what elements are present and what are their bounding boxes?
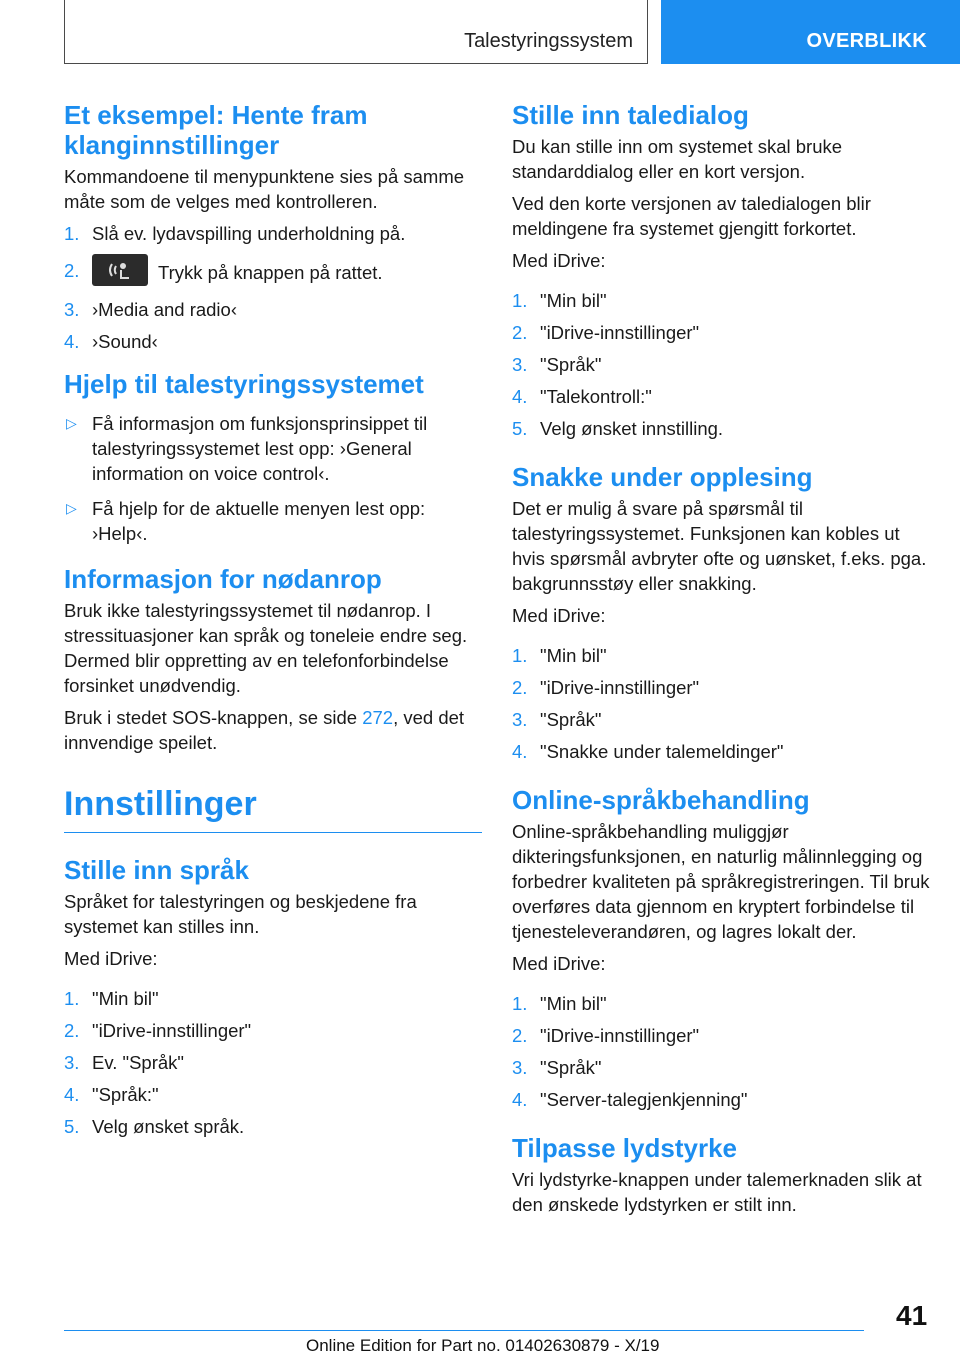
step-text: "Talekontroll:" (540, 386, 652, 407)
bullet-text: Få informasjon om funksjonsprinsippet til talestyringssystemet lest opp: ›General information on voice control‹. (92, 413, 428, 484)
list-item (64, 1114, 482, 1139)
set-dialog-paragraph-2: Ved den korte versjonen av taledialogen blir meldingene fra systemet gjengitt forkortet. (512, 193, 871, 239)
step-text: "Min bil" (540, 645, 607, 666)
list-item (512, 991, 932, 1016)
online-language-paragraph: Online-språkbehandling muliggjør dikteringsfunksjonen, en naturlig målinnlegging og forbedrer kvaliteten på språkregistreringen. Til bruk overføres data gjennom en kryptert forbindelse til tjenesteleverandøren, og lagres lokalt der. (512, 821, 930, 942)
step-text: Trykk på knappen på rattet. (158, 261, 383, 283)
step-number: 4. (512, 386, 528, 407)
step-text: "iDrive-innstillinger" (540, 1025, 700, 1046)
set-dialog-lead: Med iDrive: (512, 250, 606, 271)
talk-readout-lead: Med iDrive: (512, 605, 606, 626)
list-item (64, 411, 482, 486)
step-number: 1. (512, 993, 528, 1014)
list-item (64, 986, 482, 1011)
step-number: 1. (512, 290, 528, 311)
step-text: Velg ønsket språk. (92, 1116, 245, 1137)
heading-sound-settings-example: Et eksempel: Hente fram klanginnstillinger (64, 100, 368, 160)
page-number: 41 (896, 1300, 928, 1331)
step-number: 4. (64, 331, 80, 352)
step-number: 3. (512, 709, 528, 730)
section-title: Talestyringssystem (464, 30, 633, 52)
list-item (64, 258, 482, 290)
heading-online-language-processing: Online-språkbehandling (512, 785, 810, 815)
step-number: 2. (512, 677, 528, 698)
heading-talk-during-readout: Snakke under opplesing (512, 462, 813, 492)
step-text: Slå ev. lydavspilling underholdning på. (92, 223, 406, 244)
sound-example-steps (64, 221, 482, 354)
set-language-intro: Språket for talestyringen og beskjedene fra systemet kan stilles inn. (64, 891, 417, 937)
list-item (512, 675, 932, 700)
step-number: 3. (64, 1052, 80, 1073)
list-item (64, 297, 482, 322)
step-text: ›Media and radio‹ (92, 299, 237, 320)
step-text: "Min bil" (540, 993, 607, 1014)
step-number: 1. (64, 223, 80, 244)
step-number: 4. (512, 1089, 528, 1110)
step-text: "Språk" (540, 709, 602, 730)
list-item (64, 496, 482, 546)
heading-adjust-volume: Tilpasse lydstyrke (512, 1133, 737, 1163)
step-text: "Språk" (540, 354, 602, 375)
set-language-lead: Med iDrive: (64, 948, 158, 969)
list-item (512, 643, 932, 668)
voice-button-icon (92, 254, 148, 286)
step-text: "iDrive-innstillinger" (540, 322, 700, 343)
talk-readout-paragraph: Det er mulig å svare på spørsmål til talestyringssystemet. Funksjonen kan kobles ut hvis spørsmål avbryter ofte og uønsket, f.eks. pga. bakgrunnsstøy eller snakking. (512, 498, 927, 594)
overview-tab[interactable] (661, 0, 960, 64)
step-number: 5. (64, 1116, 80, 1137)
footer-divider (64, 1330, 864, 1331)
list-item (64, 1050, 482, 1075)
set-dialog-steps (512, 288, 932, 441)
step-number: 3. (512, 1057, 528, 1078)
heading-voice-help: Hjelp til talestyringssystemet (64, 369, 424, 399)
emergency-paragraph-2 (64, 705, 482, 755)
step-number: 3. (512, 354, 528, 375)
step-number: 2. (64, 1020, 80, 1041)
heading-set-language: Stille inn språk (64, 855, 249, 885)
step-text: "Språk:" (92, 1084, 159, 1105)
sound-example-intro: Kommandoene til menypunktene sies på samme måte som de velges med kontrolleren. (64, 166, 465, 212)
step-text: "Snakke under talemeldinger" (540, 741, 784, 762)
adjust-volume-paragraph: Vri lydstyrke-knappen under talemerknaden slik at den ønskede lydstyrken er stilt inn. (512, 1169, 922, 1215)
online-language-lead: Med iDrive: (512, 953, 606, 974)
step-number: 1. (64, 988, 80, 1009)
list-item (64, 1082, 482, 1107)
step-number: 5. (512, 418, 528, 439)
step-text: ›Sound‹ (92, 331, 158, 352)
step-text: "Min bil" (92, 988, 159, 1009)
step-text: "iDrive-innstillinger" (540, 677, 700, 698)
heading-set-dialog: Stille inn taledialog (512, 100, 749, 130)
step-text: "iDrive-innstillinger" (92, 1020, 252, 1041)
section-header-box (64, 0, 648, 64)
step-number: 2. (512, 322, 528, 343)
emergency-paragraph-1: Bruk ikke talestyringssystemet til nødanrop. I stressituasjoner kan språk og toneleie endre seg. Dermed blir oppretting av en telefonforbindelse forsinket unødvendig. (64, 600, 468, 696)
bullet-text: Få hjelp for de aktuelle menyen lest opp: ›Help‹. (92, 498, 426, 544)
list-item (512, 1023, 932, 1048)
set-dialog-paragraph-1: Du kan stille inn om systemet skal bruke standarddialog eller en kort versjon. (512, 136, 843, 182)
step-number: 4. (64, 1084, 80, 1105)
text-run: Bruk i stedet SOS-knappen, se side (64, 707, 363, 728)
step-text: "Min bil" (540, 290, 607, 311)
footer-edition: Online Edition for Part no. 01402630879 - X/19 (306, 1336, 660, 1355)
list-item (512, 352, 932, 377)
list-item (512, 1087, 932, 1112)
list-item (64, 329, 482, 354)
list-item (512, 384, 932, 409)
triangle-bullet-icon: ▷ (66, 415, 77, 431)
list-item (512, 707, 932, 732)
set-language-steps (64, 986, 482, 1139)
list-item (512, 416, 932, 441)
step-text: "Server-talegjenkjenning" (540, 1089, 748, 1110)
text-run: , ved det innvendige speilet. (64, 707, 465, 753)
overview-tab-label: OVERBLIKK (806, 30, 927, 52)
voice-help-bullets (64, 411, 482, 546)
step-number: 1. (512, 645, 528, 666)
heading-emergency-call-info: Informasjon for nødanrop (64, 564, 382, 594)
triangle-bullet-icon: ▷ (66, 500, 77, 516)
page-link-272[interactable]: 272 (362, 707, 394, 728)
left-column (64, 100, 482, 1146)
list-item (512, 1055, 932, 1080)
step-number: 2. (512, 1025, 528, 1046)
step-number: 4. (512, 741, 528, 762)
right-column (512, 100, 932, 1224)
step-text: "Språk" (540, 1057, 602, 1078)
list-item (512, 320, 932, 345)
list-item (512, 288, 932, 313)
step-number: 3. (64, 299, 80, 320)
list-item (64, 1018, 482, 1043)
list-item (512, 739, 932, 764)
step-number: 2. (64, 260, 80, 281)
step-text: Velg ønsket innstilling. (540, 418, 724, 439)
list-item (64, 221, 482, 246)
online-language-steps (512, 991, 932, 1112)
chapter-title-settings: Innstillinger (64, 784, 482, 833)
step-text: Ev. "Språk" (92, 1052, 184, 1073)
page-header (0, 0, 960, 66)
talk-readout-steps (512, 643, 932, 764)
